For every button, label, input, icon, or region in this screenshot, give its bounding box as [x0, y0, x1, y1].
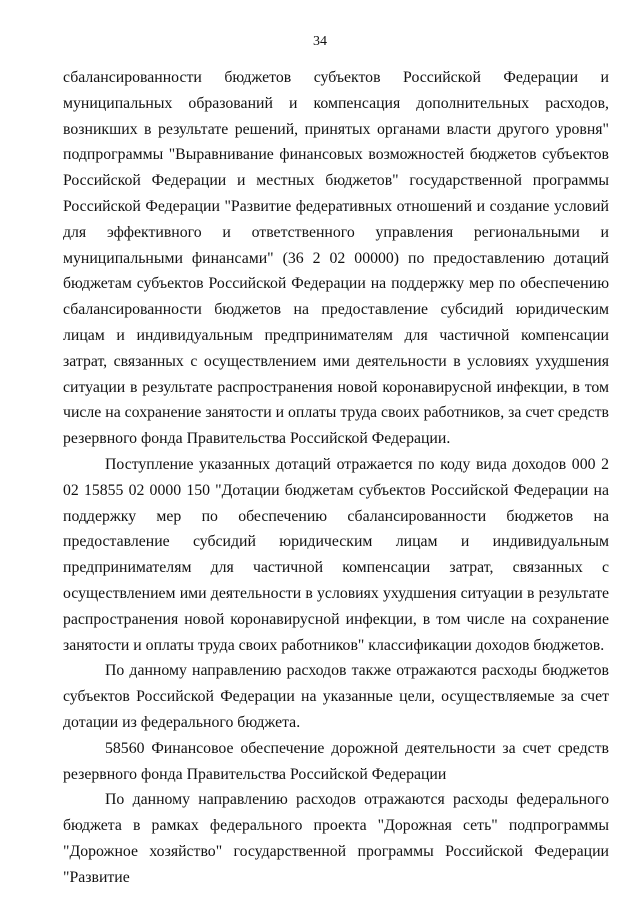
- paragraph-income-code: Поступление указанных дотаций отражается по коду вида доходов 000 2 02 15855 02 0000 150 "Дотации бюджетам субъектов Российской Федерации на поддержку мер по обеспечению сбалансированности бюджетов на предоставление субсидий юридическим лицам и индивидуальным предпринимателям для частичной компенсации затрат, связанных с осуществлением ими деятельности в условиях ухудшения ситуации в результате распространения новой коронавирусной инфекции, в том числе на сохранение занятости и оплаты труда своих работников" классификации доходов бюджетов.: [63, 455, 609, 654]
- paragraph-regional-expenses: По данному направлению расходов также отражаются расходы бюджетов субъектов Российской Федерации на указанные цели, осуществляемые за счет дотации из федерального бюджета.: [63, 662, 609, 731]
- paragraph-road-network: По данному направлению расходов отражаются расходы федерального бюджета в рамках федерального проекта "Дорожная сеть" подпрограммы "Дорожное хозяйство" государственной программы Российской Федерации "Развитие: [63, 791, 609, 886]
- paragraph-continuation: сбалансированности бюджетов субъектов Российской Федерации и муниципальных образований и компенсация дополнительных расходов, возникших в результате решений, принятых органами власти другого уровня" подпрограммы "Выравнивание финансовых возможностей бюджетов субъектов Российской Федерации и местных бюджетов" государственной программы Российской Федерации "Развитие федеративных отношений и создание условий для эффективного и ответственного управления региональными и муниципальными финансами" (36 2 02 00000) по предоставлению дотаций бюджетам субъектов Российской Федерации на поддержку мер по обеспечению сбалансированности бюджетов на предоставление субсидий юридическим лицам и индивидуальным предпринимателям для частичной компенсации затрат, связанных с осуществлением ими деятельности в условиях ухудшения ситуации в результате распространения новой коронавирусной инфекции, в том числе на сохранение занятости и оплаты труда своих работников, за счет средств резервного фонда Правительства Российской Федерации.: [63, 69, 609, 448]
- paragraph-heading-58560: 58560 Финансовое обеспечение дорожной деятельности за счет средств резервного фонда Правительства Российской Федерации: [63, 739, 609, 783]
- page-number: 34: [313, 34, 327, 49]
- document-body: [63, 65, 609, 891]
